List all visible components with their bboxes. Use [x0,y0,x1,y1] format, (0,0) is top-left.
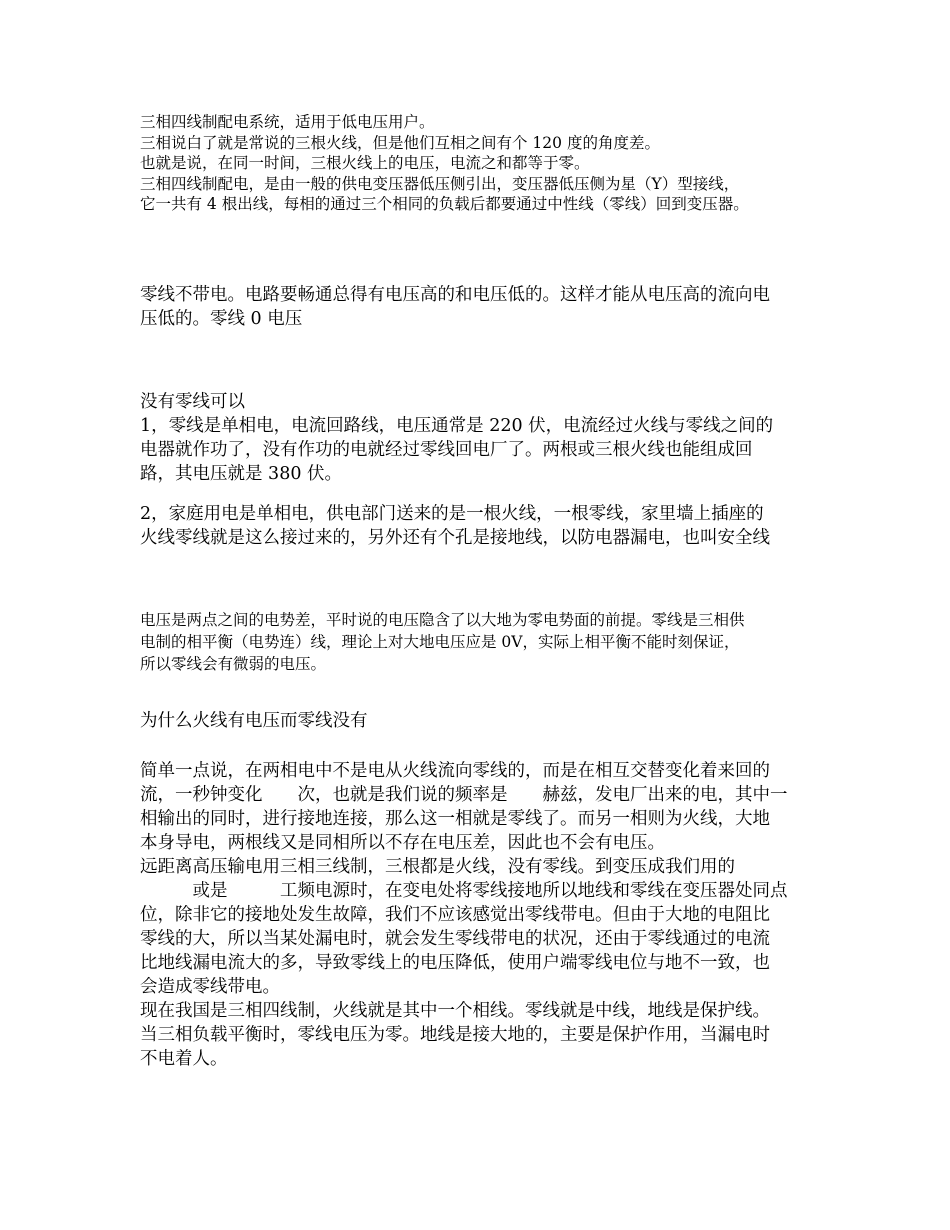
text-line: 三相四线制配电，是由一般的供电变压器低压侧引出，变压器低压侧为星（Y）型接线， [140,174,740,193]
explanation-paragraph [140,759,820,1071]
text-line: 简单一点说，在两相电中不是电从火线流向零线的，而是在相互交替变化着来回的 [140,760,770,781]
text-line: 压低的。零线 0 电压 [140,308,303,329]
text-line: 所以零线会有微弱的电压。 [140,654,327,673]
text-line: 1，零线是单相电，电流回路线，电压通常是 220 伏，电流经过火线与零线之间的 [140,415,774,436]
neutral-paragraph [140,283,820,331]
text-line: 位，除非它的接地处发生故障，我们不应该感觉出零线带电。但由于大地的电阻比 [140,904,770,925]
text-line: 流，一秒钟变化 次，也就是我们说的频率是 赫兹，发电厂出来的电，其中一 [140,784,788,805]
text-line: 为什么火线有电压而零线没有 [140,710,368,731]
household-paragraph [140,502,820,550]
voltage-paragraph [140,609,820,675]
text-line: 电器就作功了，没有作功的电就经过零线回电厂了。两根或三根火线也能组成回 [140,439,753,460]
text-line: 当三相负载平衡时，零线电压为零。地线是接大地的，主要是保护作用，当漏电时 [140,1024,770,1045]
text-line: 零线不带电。电路要畅通总得有电压高的和电压低的。这样才能从电压高的流向电 [140,284,770,305]
document-page [140,112,820,1071]
question-heading [140,709,820,733]
text-line: 零线的大，所以当某处漏电时，就会发生零线带电的状况，还由于零线通过的电流 [140,928,770,949]
text-line: 三相说白了就是常说的三根火线，但是他们互相之间有个 120 度的角度差。 [140,133,660,152]
text-line: 电制的相平衡（电势连）线，理论上对大地电压应是 0V，实际上相平衡不能时刻保证， [140,632,740,651]
text-line: 现在我国是三相四线制，火线就是其中一个相线。零线就是中线，地线是保护线。 [140,1000,770,1021]
text-line: 火线零线就是这么接过来的，另外还有个孔是接地线，以防电器漏电，也叫安全线 [140,527,770,548]
text-line: 或是 工频电源时，在变电处将零线接地所以地线和零线在变压器处同点 [140,880,788,901]
text-line: 相输出的同时，进行接地连接，那么这一相就是零线了。而另一相则为火线，大地 [140,808,770,829]
text-line: 没有零线可以 [140,391,245,412]
text-line: 三相四线制配电系统，适用于低电压用户。 [140,113,435,131]
text-line: 2，家庭用电是单相电，供电部门送来的是一根火线，一根零线，家里墙上插座的 [140,503,764,524]
intro-paragraph [140,112,820,215]
text-line: 电压是两点之间的电势差，平时说的电压隐含了以大地为零电势面的前提。零线是三相供 [140,610,745,629]
text-line: 它一共有 4 根出线，每相的通过三个相同的负载后都要通过中性线（零线）回到变压器。 [140,195,749,213]
no-neutral-paragraph [140,390,820,486]
text-line: 不电着人。 [140,1048,228,1069]
text-line: 会造成零线带电。 [140,976,280,997]
text-line: 比地线漏电流大的多，导致零线上的电压降低，使用户端零线电位与地不一致，也 [140,952,770,973]
text-line: 也就是说，在同一时间，三根火线上的电压，电流之和都等于零。 [140,154,590,172]
text-line: 远距离高压输电用三相三线制，三根都是火线，没有零线。到变压成我们用的 [140,856,735,877]
text-line: 本身导电，两根线又是同相所以不存在电压差，因此也不会有电压。 [140,832,665,853]
text-line: 路，其电压就是 380 伏。 [140,463,343,484]
